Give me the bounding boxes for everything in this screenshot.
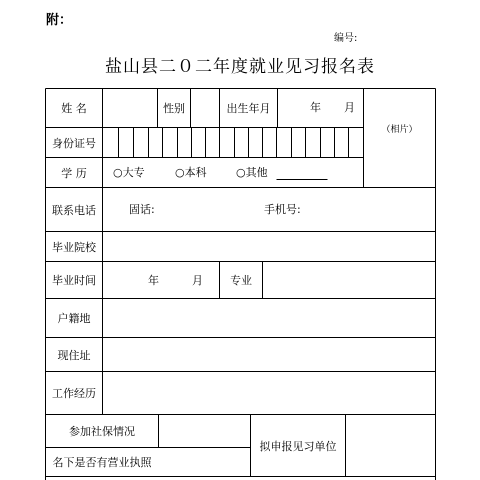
- id-number-label: 身份证号: [52, 136, 96, 150]
- birth-month-label: 月: [344, 101, 355, 114]
- education-label: 学 历: [61, 166, 87, 180]
- landline-label: 固话:: [129, 203, 155, 216]
- graduation-year-label: 年: [148, 274, 159, 287]
- birth-date-label: 出生年月: [226, 102, 271, 115]
- education-option-college[interactable]: ○大专: [113, 166, 145, 179]
- serial-number-label: 编号:: [334, 33, 358, 44]
- contact-phone-label: 联系电话: [52, 203, 96, 217]
- photo-placeholder: （相片）: [381, 124, 418, 135]
- gender-label: 性别: [163, 102, 185, 115]
- current-address-label: 现住址: [57, 348, 91, 362]
- graduation-month-label: 月: [192, 274, 203, 287]
- school-label: 毕业院校: [52, 240, 96, 254]
- attachment-label: 附：: [46, 13, 73, 28]
- form-title: 盐山县二０二年度就业见习报名表: [105, 57, 375, 77]
- mobile-label: 手机号:: [264, 203, 301, 216]
- business-license-label: 名下是否有营业执照: [52, 456, 152, 469]
- intended-internship-unit-label: 拟申报见习单位: [259, 439, 337, 453]
- work-experience-label: 工作经历: [52, 387, 96, 400]
- graduation-time-label: 毕业时间: [52, 274, 96, 287]
- name-label: 姓 名: [61, 102, 87, 115]
- name-field[interactable]: [103, 89, 157, 127]
- education-option-bachelor[interactable]: ○本科: [175, 166, 207, 179]
- education-option-other[interactable]: ○其他: [236, 166, 268, 179]
- major-label: 专业: [230, 274, 252, 287]
- gender-field[interactable]: [191, 89, 219, 127]
- social-security-label: 参加社保情况: [69, 425, 135, 438]
- hukou-label: 户籍地: [57, 312, 91, 325]
- birth-year-label: 年: [310, 101, 321, 114]
